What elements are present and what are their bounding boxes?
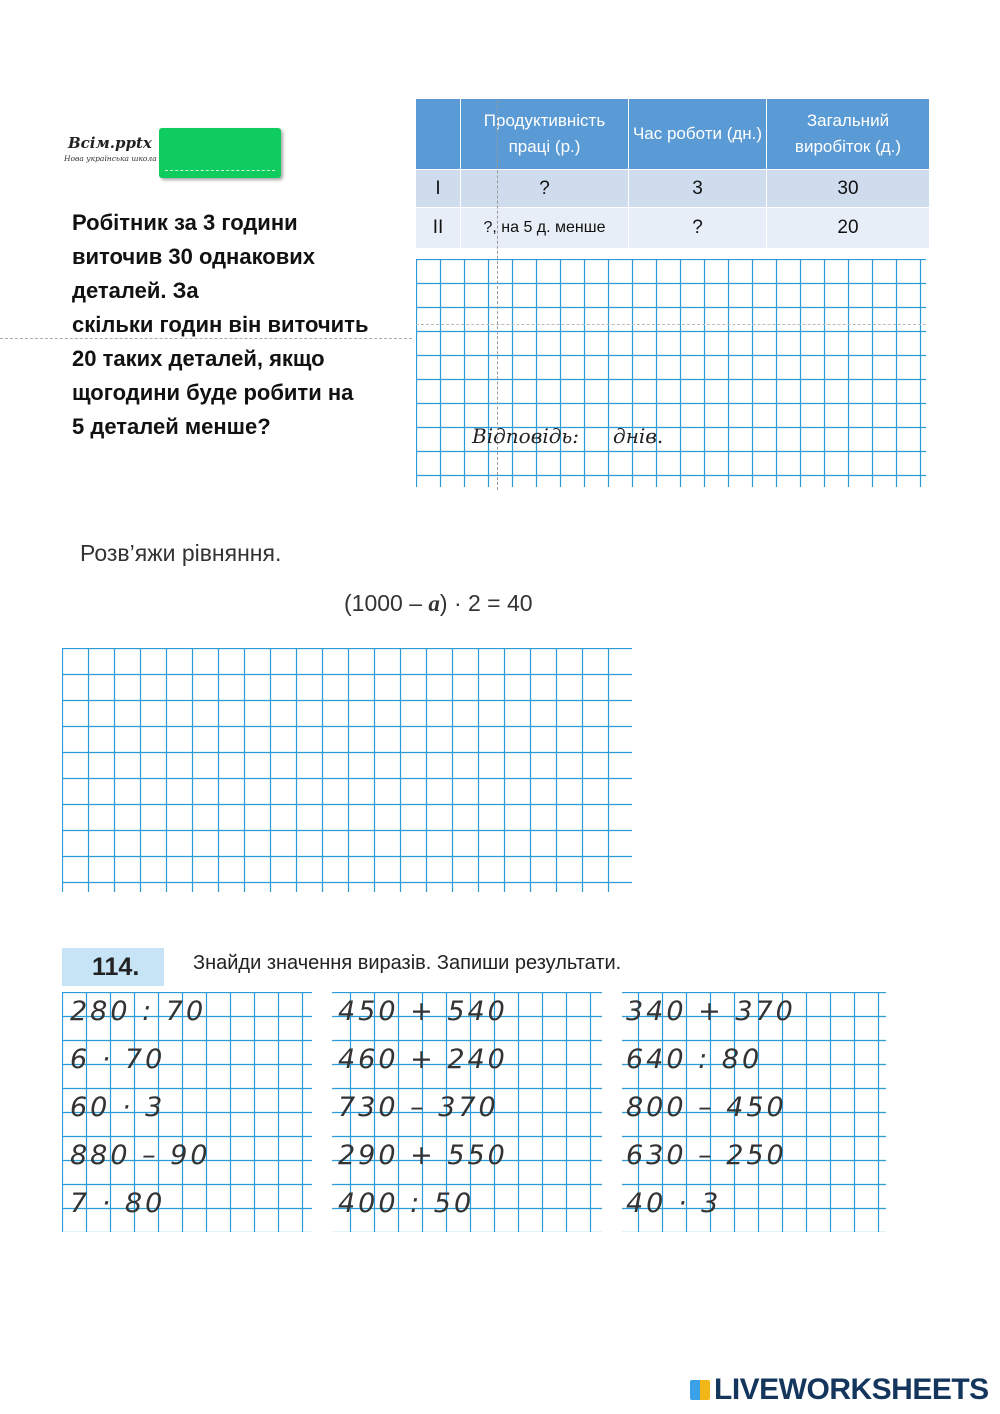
solution-grid[interactable]: [62, 648, 632, 892]
equation-variable: a: [428, 591, 440, 616]
expressions-grid: [62, 992, 886, 1232]
problem-line: виточив 30 однакових: [72, 244, 316, 269]
problem-line: 5 деталей менше?: [72, 414, 271, 439]
expression: 40 · 3: [626, 1188, 722, 1219]
logo-ext: .pptx: [109, 134, 152, 152]
table-cell: I: [416, 170, 461, 208]
liveworksheets-text: LIVEWORKSHEETS: [714, 1373, 989, 1406]
table-header: [416, 99, 461, 170]
expression: 290 + 550: [338, 1140, 508, 1171]
table-header: Загальний виробіток (д.): [767, 99, 930, 170]
divider: [416, 324, 926, 325]
equation-title: Розв’яжи рівняння.: [80, 540, 282, 566]
logo-subtitle: Нова українська школа: [64, 154, 157, 163]
problem-line: Робітник за 3 години: [72, 210, 298, 235]
expression: 450 + 540: [338, 996, 508, 1027]
expression: 6 · 70: [70, 1044, 166, 1075]
table-header: Час роботи (дн.): [629, 99, 767, 170]
problem-line: деталей. За: [72, 278, 199, 303]
table-cell[interactable]: ?, на 5 д. менше: [461, 208, 629, 249]
expression: 640 : 80: [626, 1044, 763, 1075]
equation-right: ) · 2 = 40: [439, 590, 533, 616]
problem-text: [72, 206, 417, 444]
equation-left: (1000 –: [344, 590, 429, 616]
expression: 280 : 70: [70, 996, 207, 1027]
answer-label: Відповідь:: [472, 424, 580, 448]
table-cell[interactable]: ?: [461, 170, 629, 208]
table-header: Продуктивність праці (р.): [461, 99, 629, 170]
table-cell: II: [416, 208, 461, 249]
expression: 60 · 3: [70, 1092, 166, 1123]
expression: 460 + 240: [338, 1044, 508, 1075]
equation: [344, 590, 533, 617]
divider: [0, 338, 412, 339]
logo-brand: Всім: [68, 134, 110, 152]
expression: 630 – 250: [626, 1140, 787, 1171]
green-button[interactable]: [159, 128, 281, 178]
expression: 880 – 90: [70, 1140, 211, 1171]
liveworksheets-icon: [690, 1380, 710, 1400]
expression: 800 – 450: [626, 1092, 787, 1123]
task-title: Знайди значення виразів. Запиши результати.: [193, 952, 622, 974]
table-cell-unknown[interactable]: ?: [629, 208, 767, 249]
table-cell: 30: [767, 170, 930, 208]
problem-line: щогодини буде робити на: [72, 380, 354, 405]
logo-title: [68, 134, 152, 152]
problem-line: 20 таких деталей, якщо: [72, 346, 325, 371]
problem-line: скільки годин він виточить: [72, 312, 369, 337]
answer-line: [472, 424, 663, 448]
problem-table: [416, 99, 930, 248]
expression: 7 · 80: [70, 1188, 166, 1219]
expression: 400 : 50: [338, 1188, 475, 1219]
table-cell: 3: [629, 170, 767, 208]
task-number: 114.: [62, 948, 164, 986]
answer-grid[interactable]: [416, 259, 926, 487]
expression: 730 – 370: [338, 1092, 499, 1123]
expression: 340 + 370: [626, 996, 796, 1027]
table-cell: 20: [767, 208, 930, 249]
answer-unit: днів.: [613, 424, 664, 448]
liveworksheets-logo: [690, 1373, 989, 1407]
